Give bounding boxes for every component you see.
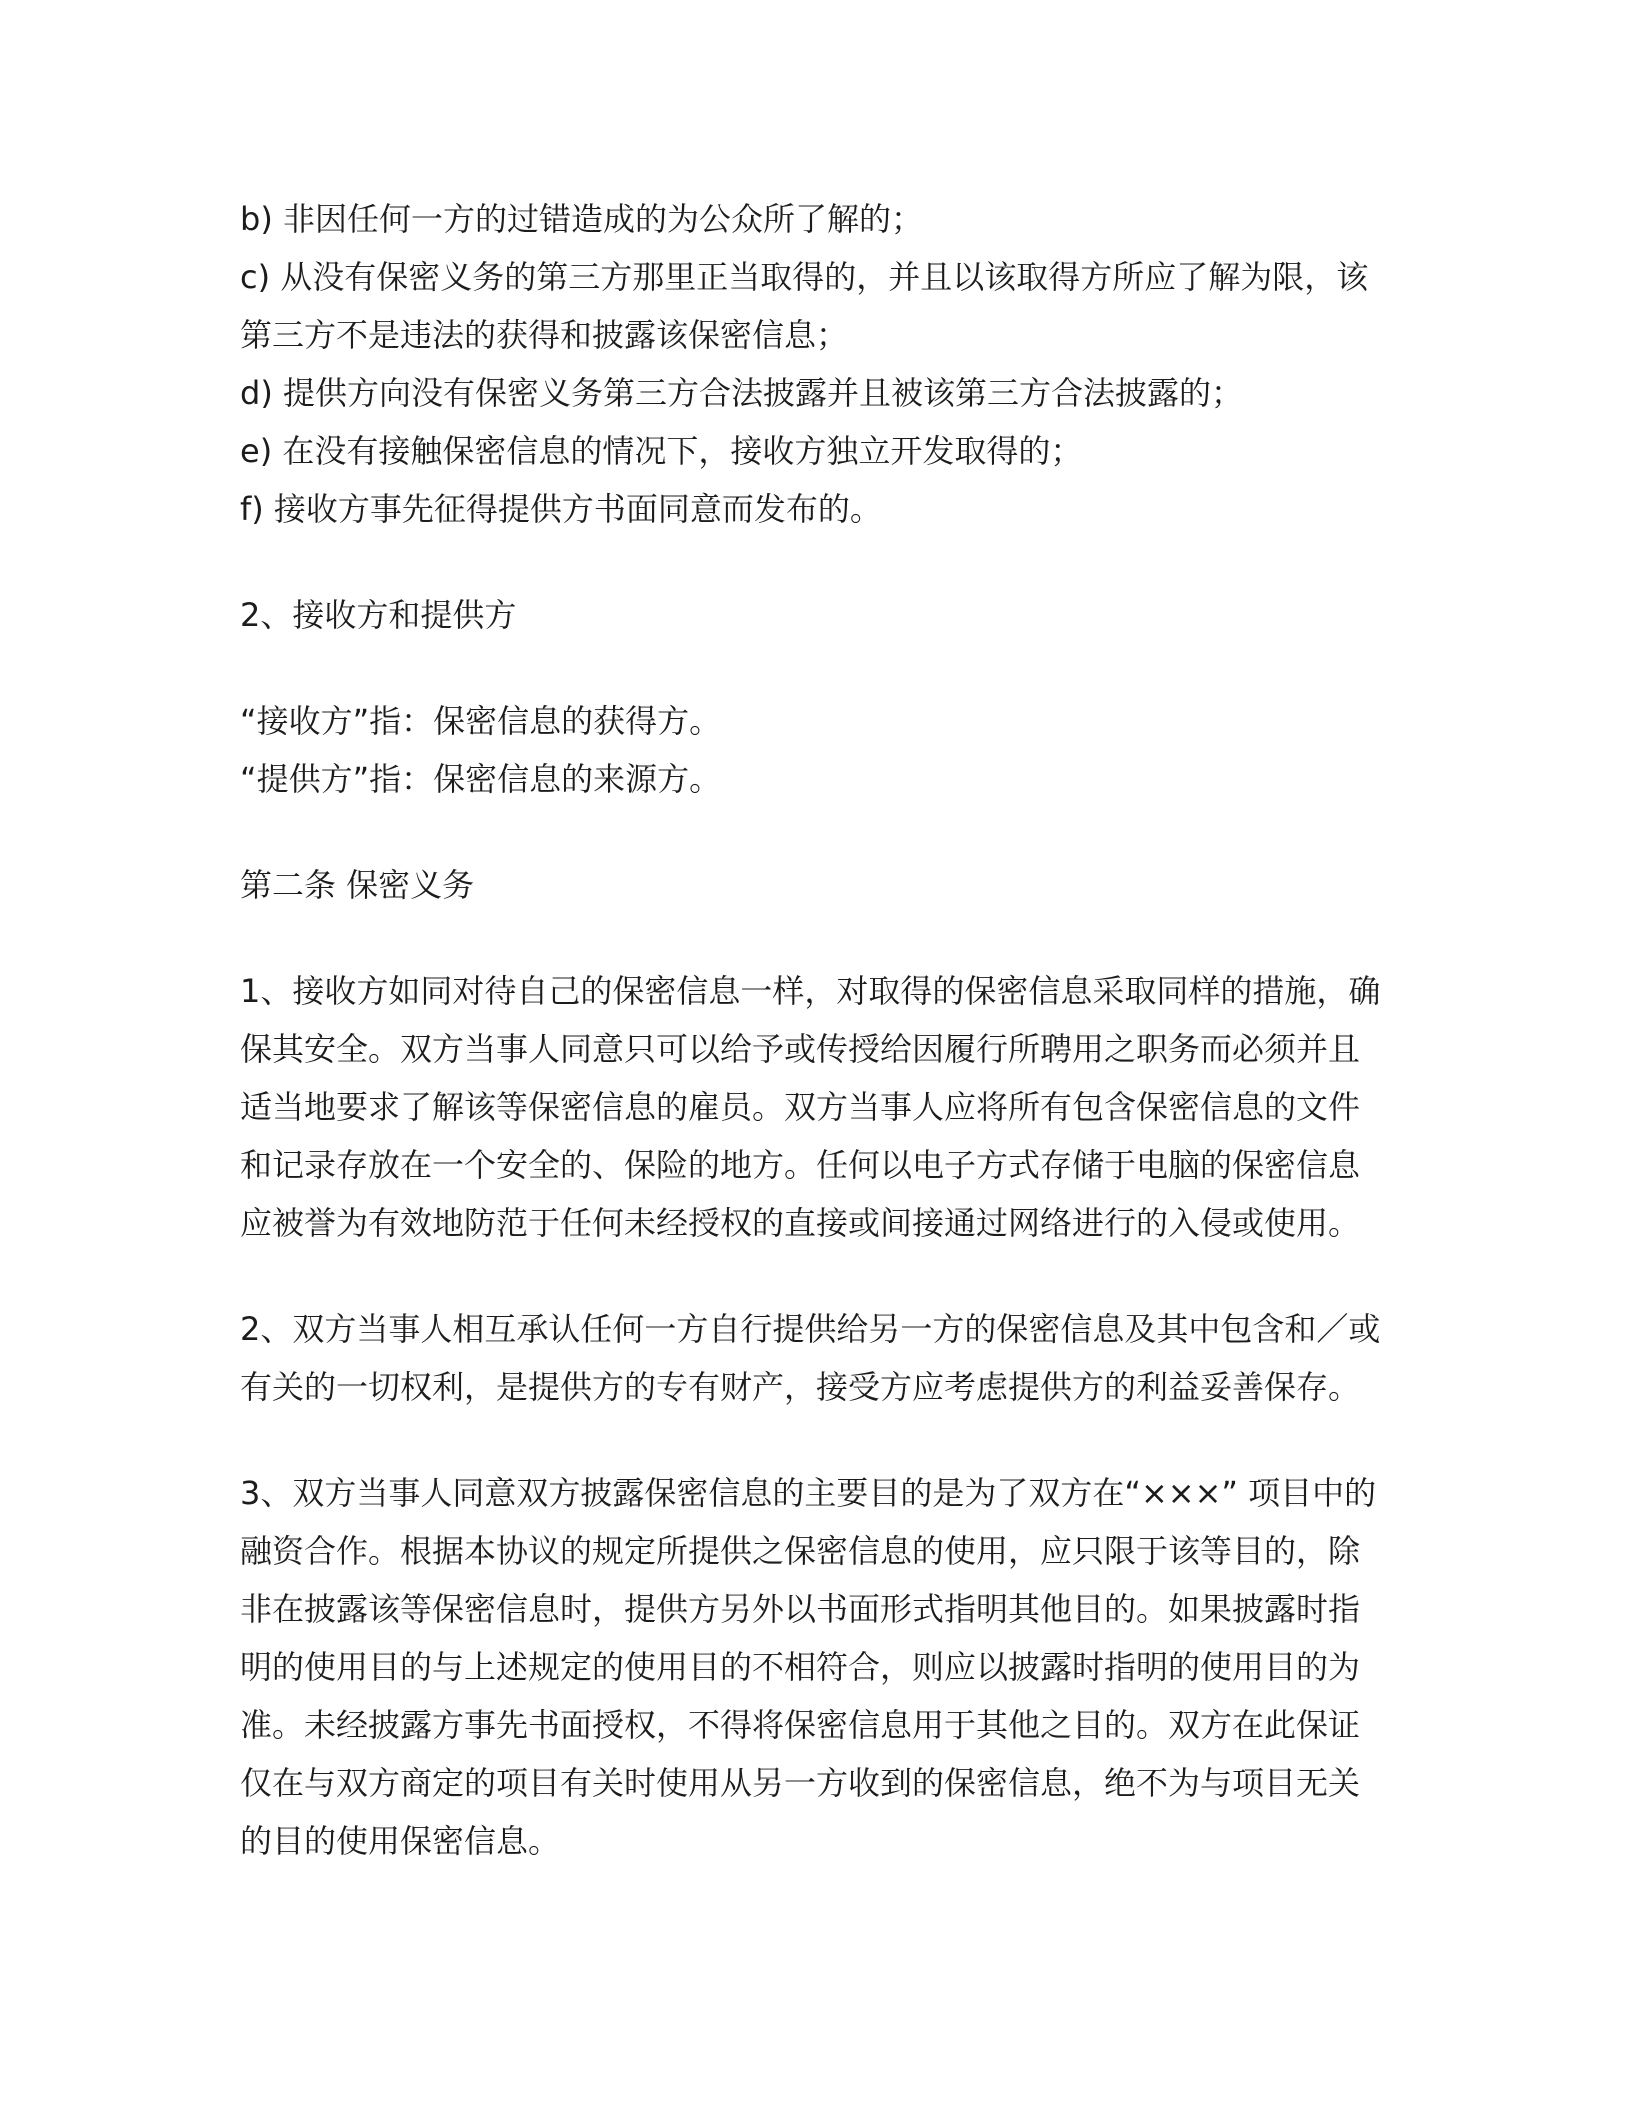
list-item-d: d) 提供方向没有保密义务第三方合法披露并且被该第三方合法披露的； [240, 374, 1243, 412]
article-heading-confidentiality: 第二条 保密义务 [240, 866, 475, 904]
definition-receiver: “接收方”指：保密信息的获得方。 [240, 702, 722, 740]
list-item-c: c) 从没有保密义务的第三方那里正当取得的，并且以该取得方所应了解为限，该第三方不是违法的获得和披露该保密信息； [240, 258, 1369, 354]
list-item-f: f) 接收方事先征得提供方书面同意而发布的。 [240, 490, 882, 528]
definition-provider: “提供方”指：保密信息的来源方。 [240, 760, 722, 798]
list-item-b: b) 非因任何一方的过错造成的为公众所了解的； [240, 200, 923, 238]
list-item-e: e) 在没有接触保密信息的情况下，接收方独立开发取得的； [240, 432, 1083, 470]
paragraph-3: 3、双方当事人同意双方披露保密信息的主要目的是为了双方在“×××” 项目中的融资合作。根据本协议的规定所提供之保密信息的使用，应只限于该等目的，除非在披露该等保密信息时，提供方另外以书面形式指明其他目的。如果披露时指明的使用目的与上述规定的使用目的不相符合，则应以披露时指明的使用目的为准。未经披露方事先书面授权，不得将保密信息用于其他之目的。双方在此保证仅在与双方商定的项目有关时使用从另一方收到的保密信息，绝不为与项目无关的目的使用保密信息。 [240, 1474, 1377, 1860]
section-heading-receiver-provider: 2、接收方和提供方 [240, 596, 517, 634]
paragraph-2: 2、双方当事人相互承认任何一方自行提供给另一方的保密信息及其中包含和／或有关的一切权利，是提供方的专有财产，接受方应考虑提供方的利益妥善保存。 [240, 1310, 1381, 1406]
document-body [240, 190, 1390, 1870]
paragraph-1: 1、接收方如同对待自己的保密信息一样，对取得的保密信息采取同样的措施，确保其安全。双方当事人同意只可以给予或传授给因履行所聘用之职务而必须并且适当地要求了解该等保密信息的雇员。双方当事人应将所有包含保密信息的文件和记录存放在一个安全的、保险的地方。任何以电子方式存储于电脑的保密信息应被誉为有效地防范于任何未经授权的直接或间接通过网络进行的入侵或使用。 [240, 972, 1381, 1242]
